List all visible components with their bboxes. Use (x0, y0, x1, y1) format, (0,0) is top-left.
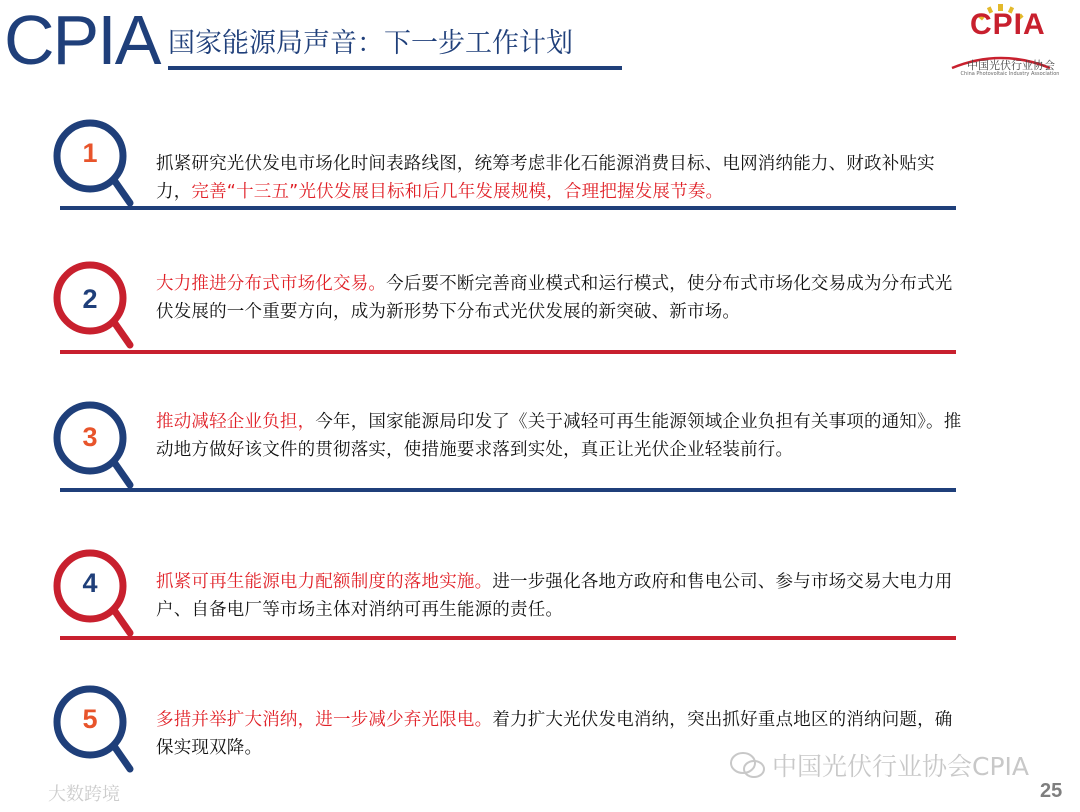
item-number: 2 (82, 284, 98, 314)
page-title: 国家能源局声音：下一步工作计划 (168, 28, 573, 59)
item-text (156, 408, 966, 464)
logo-chinese-name: 中国光伏行业协会 (967, 59, 1055, 72)
bottom-left-watermark: 大数跨境 (48, 784, 120, 805)
text-segment: 抓紧研究光伏发电市场化时间表路线图，统筹考虑非化石能源消费目标、电网消纳能力、财政补贴实力， (156, 154, 935, 202)
text-segment: 今年，国家能源局印发了《关于减轻可再生能源领域企业负担有关事项的通知》。推动地方做好该文件的贯彻落实，使措施要求落到实处，真正让光伏企业轻装前行。 (156, 412, 962, 460)
item-divider (60, 488, 956, 492)
item-divider (60, 350, 956, 354)
item-text (156, 150, 966, 206)
watermark-text: 中国光伏行业协会CPIA (772, 752, 1030, 781)
title-underline (168, 66, 622, 70)
wechat-icon (730, 752, 766, 778)
item-divider (60, 636, 956, 640)
text-segment: 进一步强化各地方政府和售电公司、参与市场交易大电力用户、自备电厂等市场主体对消纳可再生能源的责任。 (156, 572, 953, 620)
highlight-segment: 抓紧可再生能源电力配额制度的落地实施。 (156, 572, 493, 592)
highlight-segment: 大力推进分布式市场化交易。 (156, 274, 387, 294)
brand-wordmark: CPIA (4, 1, 160, 79)
logo-english-name: China Photovoltaic Industry Association (960, 71, 1060, 77)
highlight-segment: 多措并举扩大消纳，进一步减少弃光限电。 (156, 710, 493, 730)
item-text (156, 270, 966, 326)
item-number: 1 (82, 138, 98, 168)
text-segment: 今后要不断完善商业模式和运行模式，使分布式市场化交易成为分布式光伏发展的一个重要方向，成为新形势下分布式光伏发展的新突破、新市场。 (156, 274, 953, 322)
highlight-segment: 完善“十三五”光伏发展目标和后几年发展规模，合理把握发展节奏。 (191, 182, 724, 202)
item-number: 5 (82, 704, 98, 734)
logo-wordmark: CPIA (970, 8, 1046, 41)
item-number: 3 (82, 422, 98, 452)
highlight-segment: 推动减轻企业负担， (156, 412, 316, 432)
item-divider (60, 206, 956, 210)
text-segment: 着力扩大光伏发电消纳，突出抓好重点地区的消纳问题，确保实现双降。 (156, 710, 953, 758)
page-number: 25 (1040, 780, 1063, 802)
item-text (156, 568, 966, 624)
item-number: 4 (82, 568, 98, 598)
